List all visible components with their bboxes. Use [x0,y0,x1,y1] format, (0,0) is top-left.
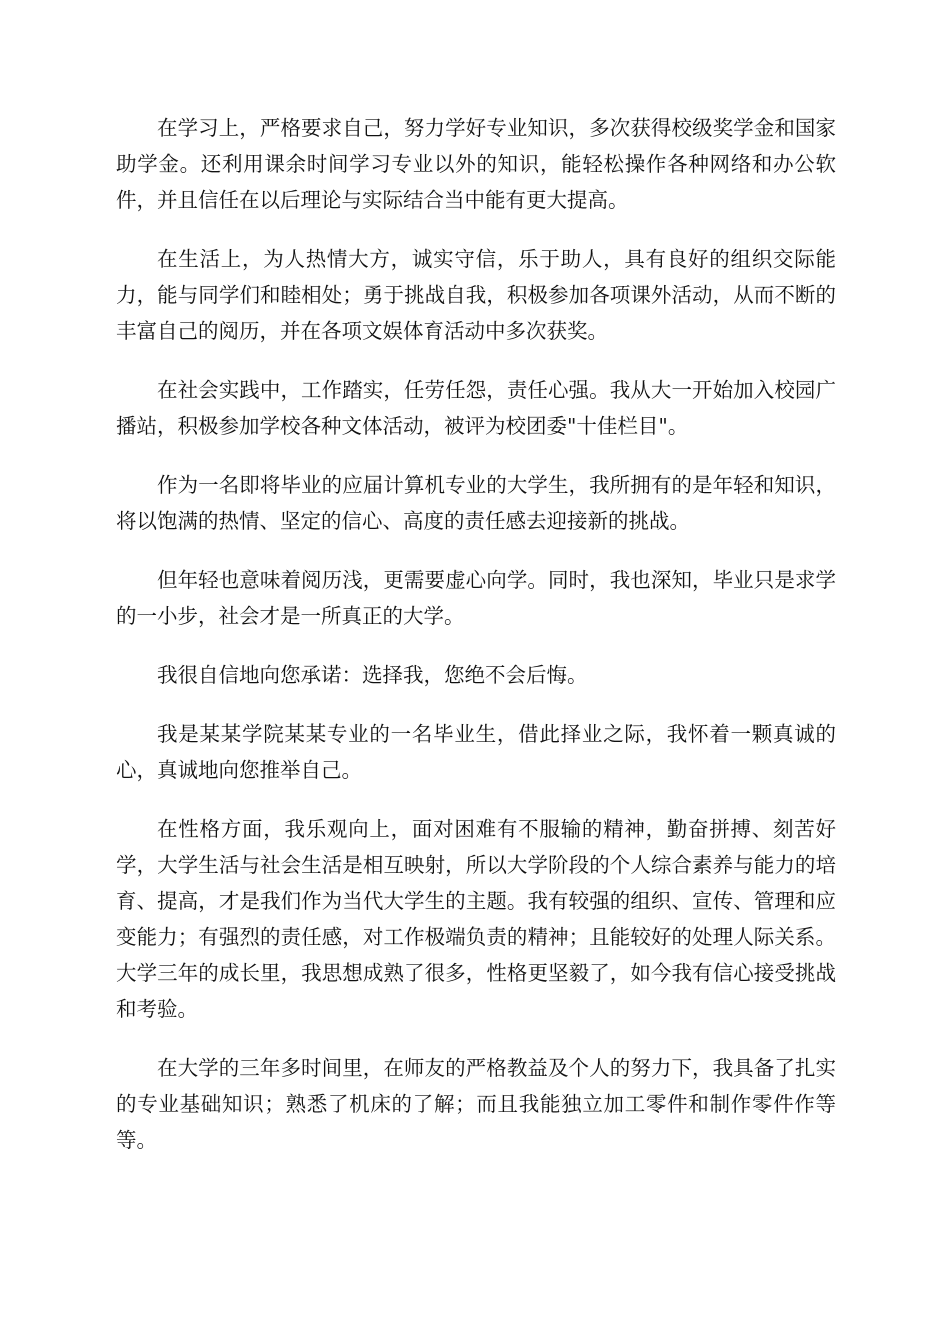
document-body [116,110,836,1181]
paragraph-personality: 在性格方面，我乐观向上，面对困难有不服输的精神，勤奋拼搏、刻苦好学，大学生活与社会生活是相互映射，所以大学阶段的个人综合素养与能力的培育、提高，才是我们作为当代大学生的主题。我有较强的组织、宣传、管理和应变能力；有强烈的责任感，对工作极端负责的精神；且能较好的处理人际关系。大学三年的成长里，我思想成熟了很多，性格更坚毅了，如今我有信心接受挑战和考验。 [116,817,836,1021]
paragraph-promise: 我很自信地向您承诺：选择我，您绝不会后悔。 [157,663,588,687]
paragraph-social-practice: 在社会实践中，工作踏实，任劳任怨，责任心强。我从大一开始加入校园广播站，积极参加学校各种文体活动，被评为校团委"十佳栏目"。 [116,378,836,438]
paragraph-self-recommend: 我是某某学院某某专业的一名毕业生，借此择业之际，我怀着一颗真诚的心，真诚地向您推举自己。 [116,722,836,782]
paragraph-study: 在学习上，严格要求自己，努力学好专业知识，多次获得校级奖学金和国家助学金。还利用课余时间学习专业以外的知识，能轻松操作各种网络和办公软件，并且信任在以后理论与实际结合当中能有更大提高。 [116,116,836,212]
paragraph-graduate-intro: 作为一名即将毕业的应届计算机专业的大学生，我所拥有的是年轻和知识，将以饱满的热情、坚定的信心、高度的责任感去迎接新的挑战。 [116,473,836,533]
paragraph-youth: 但年轻也意味着阅历浅，更需要虚心向学。同时，我也深知，毕业只是求学的一小步，社会才是一所真正的大学。 [116,568,836,628]
paragraph-life: 在生活上，为人热情大方，诚实守信，乐于助人，具有良好的组织交际能力，能与同学们和睦相处；勇于挑战自我，积极参加各项课外活动，从而不断的丰富自己的阅历，并在各项文娱体育活动中多次获奖。 [116,247,836,343]
paragraph-skills: 在大学的三年多时间里，在师友的严格教益及个人的努力下，我具备了扎实的专业基础知识；熟悉了机床的了解；而且我能独立加工零件和制作零件作等等。 [116,1056,836,1152]
